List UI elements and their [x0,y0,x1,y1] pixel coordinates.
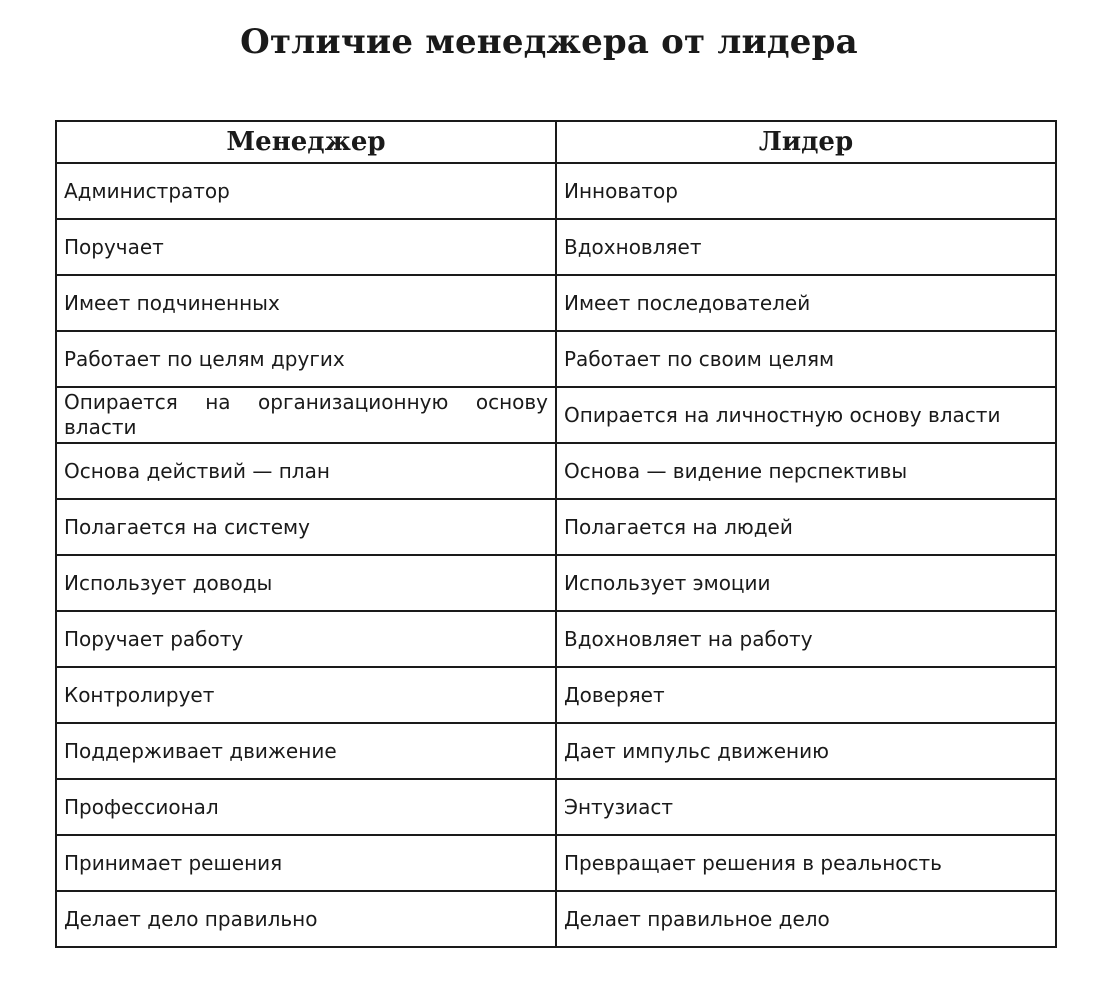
cell-leader: Имеет последователей [556,275,1056,331]
table-row [56,331,1056,387]
cell-manager: Поручает [56,219,556,275]
cell-leader: Инноватор [556,163,1056,219]
cell-manager: Опирается на организационную основу власти [56,387,556,443]
cell-leader: Вдохновляет на работу [556,611,1056,667]
cell-leader: Дает импульс движению [556,723,1056,779]
cell-leader: Полагается на людей [556,499,1056,555]
table-row [56,275,1056,331]
cell-manager: Полагается на систему [56,499,556,555]
table-row [56,611,1056,667]
table-row [56,779,1056,835]
header-manager: Менеджер [56,121,556,163]
cell-manager: Основа действий — план [56,443,556,499]
table-row [56,443,1056,499]
cell-manager: Администратор [56,163,556,219]
cell-manager: Делает дело правильно [56,891,556,947]
header-leader: Лидер [556,121,1056,163]
table-row [56,835,1056,891]
cell-leader: Делает правильное дело [556,891,1056,947]
table-row [56,667,1056,723]
table-row [56,555,1056,611]
cell-leader: Опирается на личностную основу власти [556,387,1056,443]
cell-manager: Имеет подчиненных [56,275,556,331]
table-row [56,387,1056,443]
cell-manager: Использует доводы [56,555,556,611]
table-body [56,163,1056,947]
comparison-table [55,120,1057,948]
cell-manager: Контролирует [56,667,556,723]
table-row [56,499,1056,555]
table-row [56,891,1056,947]
table-header [56,121,1056,163]
page-title: Отличие менеджера от лидера [240,22,858,62]
cell-leader: Энтузиаст [556,779,1056,835]
cell-leader: Вдохновляет [556,219,1056,275]
cell-manager: Работает по целям других [56,331,556,387]
table-row [56,219,1056,275]
cell-leader: Работает по своим целям [556,331,1056,387]
cell-manager: Поддерживает движение [56,723,556,779]
cell-manager: Принимает решения [56,835,556,891]
cell-leader: Использует эмоции [556,555,1056,611]
cell-leader: Доверяет [556,667,1056,723]
table-row [56,163,1056,219]
table-row [56,723,1056,779]
cell-leader: Основа — видение перспективы [556,443,1056,499]
cell-leader: Превращает решения в реальность [556,835,1056,891]
header-row [56,121,1056,163]
cell-manager: Поручает работу [56,611,556,667]
cell-manager: Профессионал [56,779,556,835]
